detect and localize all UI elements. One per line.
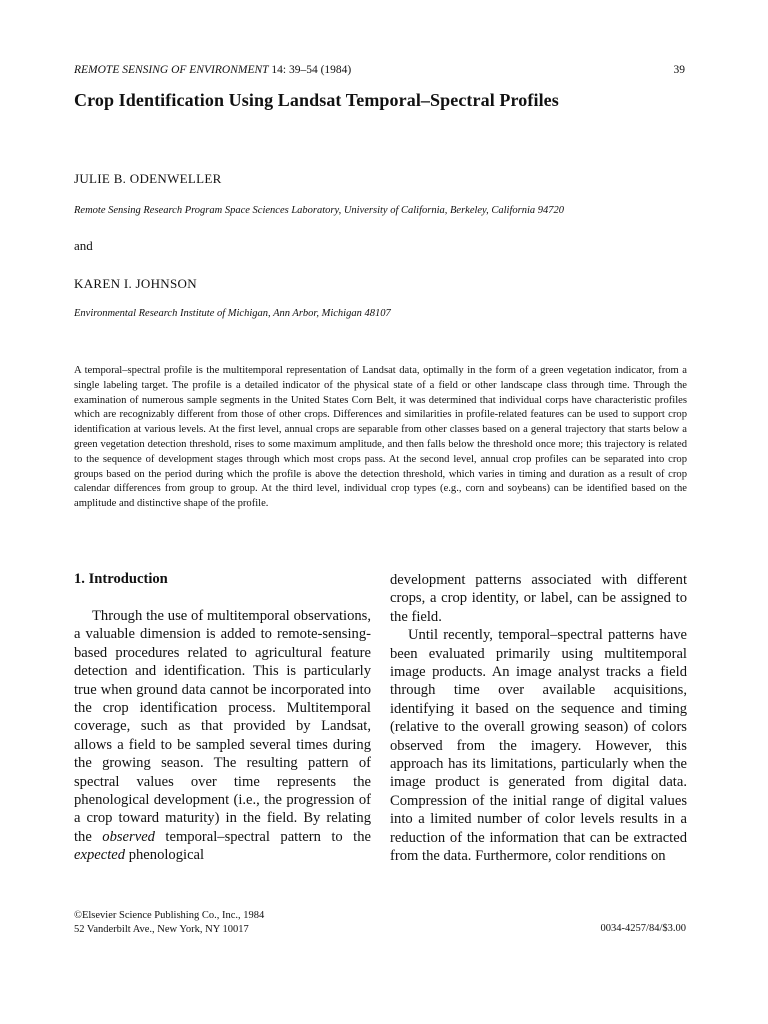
body-paragraph: Until recently, temporal–spectral patterns have been evaluated primarily using multitemporal image products. An image analyst tracks a field through time over available acquisitions, identifying it based on the sequence and timing (relative to the overall growing season) of colors observed from the imagery. However, this approach has its limitations, particularly when the image product is generated from digital data. Compression of the initial range of digital values into a limited number of color levels results in a reduction of the information that can be extracted from the data. Furthermore, color renditions on xyxy=(390,627,687,865)
author-name-1: JULIE B. ODENWELLER xyxy=(74,171,222,186)
body-paragraph: Through the use of multitemporal observations, a valuable dimension is added to remote-sensing-based procedures related to agricultural feature detection and identification. This is particularly true when ground data cannot be incorporated into the crop identification process. Multitemporal coverage, such as that provided by Landsat, allows a field to be sampled several times during the growing season. The resulting pattern of spectral values over time represents the phenological development (i.e., the progression of a crop toward maturity) in the field. By relating the observed temporal–spectral pattern to the expected phenological xyxy=(74,608,371,864)
abstract xyxy=(74,364,687,512)
journal-citation-header xyxy=(74,64,351,76)
left-column xyxy=(74,607,371,865)
abstract-text: A temporal–spectral profile is the multitemporal representation of Landsat data, optimally in the form of a green vegetation indicator, from a single labeling target. The profile is a detailed indicator of the physical state of a field or other landscape class through time. Through the examination of numerous sample segments in the United States Corn Belt, it was determined that individual corps have characteristic profiles which are recognizably different from those of other crops. Differences and similarities in profile-related features can be used to support crop identification at various levels. At the first level, annual crops are separable from other classes based on a general trajectory that starts below a green vegetation detection threshold, rises to some maximum amplitude, and then falls below the threshold once more; this trajectory is related to the sequence of development stages through which most crops pass. At the second level, annual crop profiles can be separated into crop groups based on the period during which the profile is above the detection threshold, which varies in timing and duration as a result of crop calendar differences from group to group. At the third level, individual crop types (e.g., corn and soybeans) can be identified based on the amplitude and distinctive shape of the profile. xyxy=(74,365,687,510)
emphasis-observed: observed xyxy=(102,828,155,845)
author-name-2: KAREN I. JOHNSON xyxy=(74,276,197,291)
emphasis-expected: expected xyxy=(74,847,126,864)
section-heading: 1. Introduction xyxy=(74,571,168,587)
copyright-line: ©Elsevier Science Publishing Co., Inc., 1984 xyxy=(74,910,265,921)
publisher-address: 52 Vanderbilt Ave., New York, NY 10017 xyxy=(74,924,249,935)
author-affiliation-2: Environmental Research Institute of Michigan, Ann Arbor, Michigan 48107 xyxy=(74,308,391,319)
journal-volume: 14: 39–54 (1984) xyxy=(271,64,352,76)
article-code: 0034-4257/84/$3.00 xyxy=(600,923,686,934)
author-affiliation-1: Remote Sensing Research Program Space Sciences Laboratory, University of California, Berkeley, California 94720 xyxy=(74,205,565,216)
page-number: 39 xyxy=(673,64,685,76)
article-title: Crop Identification Using Landsat Temporal–Spectral Profiles xyxy=(74,90,559,110)
right-column xyxy=(390,571,687,866)
journal-name: REMOTE SENSING OF ENVIRONMENT xyxy=(74,64,269,76)
author-conjunction: and xyxy=(74,238,93,253)
publisher-info xyxy=(74,909,264,937)
body-paragraph-continued: development patterns associated with different crops, a crop identity, or label, can be assigned to the field. xyxy=(390,572,687,625)
